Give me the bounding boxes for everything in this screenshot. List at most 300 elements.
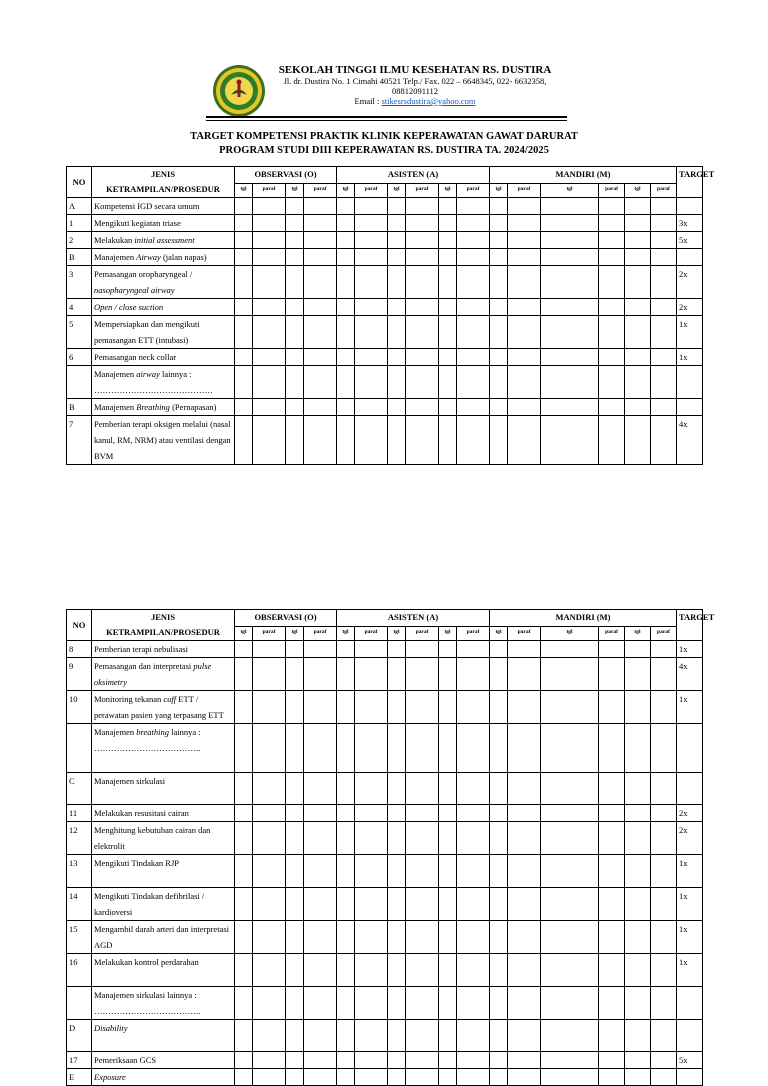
cell-tgl-entry[interactable] xyxy=(625,822,651,855)
cell-paraf-entry[interactable] xyxy=(355,921,388,954)
cell-paraf-entry[interactable] xyxy=(406,921,439,954)
cell-tgl-entry[interactable] xyxy=(286,805,304,822)
cell-tgl-entry[interactable] xyxy=(490,658,508,691)
cell-tgl-entry[interactable] xyxy=(235,299,253,316)
cell-tgl-entry[interactable] xyxy=(625,232,651,249)
cell-tgl-entry[interactable] xyxy=(541,249,599,266)
cell-paraf-entry[interactable] xyxy=(406,1069,439,1086)
cell-paraf-entry[interactable] xyxy=(253,349,286,366)
cell-tgl-entry[interactable] xyxy=(235,198,253,215)
cell-tgl-entry[interactable] xyxy=(388,366,406,399)
cell-tgl-entry[interactable] xyxy=(541,805,599,822)
cell-paraf-entry[interactable] xyxy=(355,299,388,316)
cell-tgl-entry[interactable] xyxy=(388,1052,406,1069)
cell-tgl-entry[interactable] xyxy=(388,855,406,888)
cell-tgl-entry[interactable] xyxy=(490,805,508,822)
cell-paraf-entry[interactable] xyxy=(508,954,541,987)
cell-paraf-entry[interactable] xyxy=(457,641,490,658)
email-link[interactable]: stikesrsdustira@yahoo.com xyxy=(381,96,476,106)
cell-paraf-entry[interactable] xyxy=(253,954,286,987)
cell-paraf-entry[interactable] xyxy=(253,232,286,249)
cell-paraf-entry[interactable] xyxy=(253,855,286,888)
cell-paraf-entry[interactable] xyxy=(253,805,286,822)
cell-tgl-entry[interactable] xyxy=(490,399,508,416)
cell-tgl-entry[interactable] xyxy=(625,198,651,215)
cell-tgl-entry[interactable] xyxy=(235,1069,253,1086)
cell-paraf-entry[interactable] xyxy=(599,349,625,366)
cell-paraf-entry[interactable] xyxy=(457,215,490,232)
cell-paraf-entry[interactable] xyxy=(406,888,439,921)
cell-paraf-entry[interactable] xyxy=(304,1069,337,1086)
cell-paraf-entry[interactable] xyxy=(304,855,337,888)
cell-tgl-entry[interactable] xyxy=(286,921,304,954)
cell-tgl-entry[interactable] xyxy=(439,805,457,822)
cell-tgl-entry[interactable] xyxy=(286,399,304,416)
cell-paraf-entry[interactable] xyxy=(650,805,676,822)
cell-tgl-entry[interactable] xyxy=(337,822,355,855)
cell-paraf-entry[interactable] xyxy=(508,1020,541,1052)
cell-tgl-entry[interactable] xyxy=(337,888,355,921)
cell-paraf-entry[interactable] xyxy=(650,987,676,1020)
cell-paraf-entry[interactable] xyxy=(508,658,541,691)
cell-tgl-entry[interactable] xyxy=(337,954,355,987)
cell-tgl-entry[interactable] xyxy=(625,1052,651,1069)
cell-tgl-entry[interactable] xyxy=(286,658,304,691)
cell-paraf-entry[interactable] xyxy=(406,773,439,805)
cell-paraf-entry[interactable] xyxy=(304,215,337,232)
cell-tgl-entry[interactable] xyxy=(337,987,355,1020)
cell-tgl-entry[interactable] xyxy=(490,215,508,232)
cell-tgl-entry[interactable] xyxy=(337,249,355,266)
cell-tgl-entry[interactable] xyxy=(541,855,599,888)
cell-tgl-entry[interactable] xyxy=(388,232,406,249)
cell-paraf-entry[interactable] xyxy=(650,416,676,465)
cell-tgl-entry[interactable] xyxy=(439,888,457,921)
cell-tgl-entry[interactable] xyxy=(388,299,406,316)
cell-tgl-entry[interactable] xyxy=(439,1069,457,1086)
cell-paraf-entry[interactable] xyxy=(355,954,388,987)
cell-tgl-entry[interactable] xyxy=(337,198,355,215)
cell-tgl-entry[interactable] xyxy=(490,724,508,773)
cell-tgl-entry[interactable] xyxy=(286,822,304,855)
cell-paraf-entry[interactable] xyxy=(599,691,625,724)
cell-tgl-entry[interactable] xyxy=(235,366,253,399)
cell-paraf-entry[interactable] xyxy=(508,773,541,805)
cell-paraf-entry[interactable] xyxy=(406,954,439,987)
cell-paraf-entry[interactable] xyxy=(304,724,337,773)
cell-paraf-entry[interactable] xyxy=(457,954,490,987)
cell-paraf-entry[interactable] xyxy=(508,198,541,215)
cell-tgl-entry[interactable] xyxy=(439,855,457,888)
cell-paraf-entry[interactable] xyxy=(457,316,490,349)
cell-paraf-entry[interactable] xyxy=(599,987,625,1020)
cell-paraf-entry[interactable] xyxy=(406,316,439,349)
cell-tgl-entry[interactable] xyxy=(541,773,599,805)
cell-tgl-entry[interactable] xyxy=(541,888,599,921)
cell-paraf-entry[interactable] xyxy=(599,954,625,987)
cell-tgl-entry[interactable] xyxy=(388,416,406,465)
cell-paraf-entry[interactable] xyxy=(253,921,286,954)
cell-paraf-entry[interactable] xyxy=(304,1052,337,1069)
cell-paraf-entry[interactable] xyxy=(457,805,490,822)
cell-paraf-entry[interactable] xyxy=(599,658,625,691)
cell-tgl-entry[interactable] xyxy=(235,691,253,724)
cell-paraf-entry[interactable] xyxy=(406,299,439,316)
cell-tgl-entry[interactable] xyxy=(490,1052,508,1069)
cell-paraf-entry[interactable] xyxy=(355,249,388,266)
cell-paraf-entry[interactable] xyxy=(355,855,388,888)
cell-paraf-entry[interactable] xyxy=(650,1069,676,1086)
cell-tgl-entry[interactable] xyxy=(541,399,599,416)
cell-paraf-entry[interactable] xyxy=(508,805,541,822)
cell-tgl-entry[interactable] xyxy=(541,366,599,399)
cell-tgl-entry[interactable] xyxy=(625,299,651,316)
cell-paraf-entry[interactable] xyxy=(253,1069,286,1086)
cell-paraf-entry[interactable] xyxy=(304,198,337,215)
cell-tgl-entry[interactable] xyxy=(286,232,304,249)
cell-tgl-entry[interactable] xyxy=(541,215,599,232)
cell-paraf-entry[interactable] xyxy=(508,232,541,249)
cell-tgl-entry[interactable] xyxy=(235,773,253,805)
cell-paraf-entry[interactable] xyxy=(253,987,286,1020)
cell-tgl-entry[interactable] xyxy=(541,658,599,691)
cell-tgl-entry[interactable] xyxy=(490,366,508,399)
cell-tgl-entry[interactable] xyxy=(388,691,406,724)
cell-paraf-entry[interactable] xyxy=(599,773,625,805)
cell-tgl-entry[interactable] xyxy=(286,249,304,266)
cell-paraf-entry[interactable] xyxy=(457,921,490,954)
cell-paraf-entry[interactable] xyxy=(457,855,490,888)
cell-tgl-entry[interactable] xyxy=(439,987,457,1020)
cell-paraf-entry[interactable] xyxy=(355,232,388,249)
cell-paraf-entry[interactable] xyxy=(457,399,490,416)
cell-tgl-entry[interactable] xyxy=(337,1020,355,1052)
cell-tgl-entry[interactable] xyxy=(439,215,457,232)
cell-tgl-entry[interactable] xyxy=(286,888,304,921)
cell-paraf-entry[interactable] xyxy=(457,299,490,316)
cell-tgl-entry[interactable] xyxy=(235,954,253,987)
cell-tgl-entry[interactable] xyxy=(337,232,355,249)
cell-paraf-entry[interactable] xyxy=(508,1052,541,1069)
cell-paraf-entry[interactable] xyxy=(457,349,490,366)
cell-tgl-entry[interactable] xyxy=(541,232,599,249)
cell-paraf-entry[interactable] xyxy=(457,822,490,855)
cell-tgl-entry[interactable] xyxy=(439,266,457,299)
cell-tgl-entry[interactable] xyxy=(388,1020,406,1052)
cell-paraf-entry[interactable] xyxy=(406,416,439,465)
cell-tgl-entry[interactable] xyxy=(286,987,304,1020)
cell-paraf-entry[interactable] xyxy=(457,416,490,465)
cell-paraf-entry[interactable] xyxy=(650,641,676,658)
cell-tgl-entry[interactable] xyxy=(286,198,304,215)
cell-paraf-entry[interactable] xyxy=(599,366,625,399)
cell-tgl-entry[interactable] xyxy=(541,1020,599,1052)
cell-paraf-entry[interactable] xyxy=(406,724,439,773)
cell-paraf-entry[interactable] xyxy=(406,822,439,855)
cell-tgl-entry[interactable] xyxy=(337,316,355,349)
cell-paraf-entry[interactable] xyxy=(508,822,541,855)
cell-tgl-entry[interactable] xyxy=(286,266,304,299)
cell-tgl-entry[interactable] xyxy=(625,215,651,232)
cell-tgl-entry[interactable] xyxy=(286,954,304,987)
cell-tgl-entry[interactable] xyxy=(490,855,508,888)
cell-paraf-entry[interactable] xyxy=(355,822,388,855)
cell-paraf-entry[interactable] xyxy=(253,249,286,266)
cell-tgl-entry[interactable] xyxy=(286,1069,304,1086)
cell-tgl-entry[interactable] xyxy=(337,416,355,465)
cell-tgl-entry[interactable] xyxy=(490,987,508,1020)
cell-paraf-entry[interactable] xyxy=(650,366,676,399)
cell-tgl-entry[interactable] xyxy=(541,349,599,366)
cell-paraf-entry[interactable] xyxy=(304,641,337,658)
cell-tgl-entry[interactable] xyxy=(541,416,599,465)
cell-tgl-entry[interactable] xyxy=(337,691,355,724)
cell-paraf-entry[interactable] xyxy=(457,232,490,249)
cell-paraf-entry[interactable] xyxy=(457,366,490,399)
cell-paraf-entry[interactable] xyxy=(599,232,625,249)
cell-paraf-entry[interactable] xyxy=(406,198,439,215)
cell-paraf-entry[interactable] xyxy=(508,724,541,773)
cell-tgl-entry[interactable] xyxy=(337,658,355,691)
cell-paraf-entry[interactable] xyxy=(599,724,625,773)
cell-tgl-entry[interactable] xyxy=(235,805,253,822)
cell-paraf-entry[interactable] xyxy=(457,691,490,724)
cell-paraf-entry[interactable] xyxy=(253,691,286,724)
cell-tgl-entry[interactable] xyxy=(490,1069,508,1086)
cell-paraf-entry[interactable] xyxy=(599,198,625,215)
cell-paraf-entry[interactable] xyxy=(304,658,337,691)
cell-paraf-entry[interactable] xyxy=(457,266,490,299)
cell-paraf-entry[interactable] xyxy=(508,366,541,399)
cell-tgl-entry[interactable] xyxy=(439,349,457,366)
cell-tgl-entry[interactable] xyxy=(490,641,508,658)
cell-tgl-entry[interactable] xyxy=(286,691,304,724)
cell-paraf-entry[interactable] xyxy=(650,855,676,888)
cell-tgl-entry[interactable] xyxy=(286,215,304,232)
cell-tgl-entry[interactable] xyxy=(388,888,406,921)
cell-tgl-entry[interactable] xyxy=(625,724,651,773)
cell-tgl-entry[interactable] xyxy=(490,249,508,266)
cell-paraf-entry[interactable] xyxy=(253,266,286,299)
cell-tgl-entry[interactable] xyxy=(625,855,651,888)
cell-paraf-entry[interactable] xyxy=(650,921,676,954)
cell-tgl-entry[interactable] xyxy=(388,921,406,954)
cell-tgl-entry[interactable] xyxy=(337,349,355,366)
cell-paraf-entry[interactable] xyxy=(599,1069,625,1086)
cell-tgl-entry[interactable] xyxy=(541,921,599,954)
cell-paraf-entry[interactable] xyxy=(355,198,388,215)
cell-tgl-entry[interactable] xyxy=(286,724,304,773)
cell-paraf-entry[interactable] xyxy=(457,198,490,215)
cell-tgl-entry[interactable] xyxy=(439,399,457,416)
cell-paraf-entry[interactable] xyxy=(253,658,286,691)
cell-paraf-entry[interactable] xyxy=(304,249,337,266)
cell-paraf-entry[interactable] xyxy=(650,232,676,249)
cell-tgl-entry[interactable] xyxy=(286,299,304,316)
cell-tgl-entry[interactable] xyxy=(388,316,406,349)
cell-tgl-entry[interactable] xyxy=(235,215,253,232)
cell-paraf-entry[interactable] xyxy=(355,349,388,366)
cell-paraf-entry[interactable] xyxy=(355,1020,388,1052)
cell-paraf-entry[interactable] xyxy=(650,658,676,691)
cell-paraf-entry[interactable] xyxy=(406,249,439,266)
cell-tgl-entry[interactable] xyxy=(439,658,457,691)
cell-tgl-entry[interactable] xyxy=(490,266,508,299)
cell-paraf-entry[interactable] xyxy=(253,416,286,465)
cell-paraf-entry[interactable] xyxy=(406,1052,439,1069)
cell-tgl-entry[interactable] xyxy=(286,1052,304,1069)
cell-tgl-entry[interactable] xyxy=(625,266,651,299)
cell-tgl-entry[interactable] xyxy=(235,399,253,416)
cell-tgl-entry[interactable] xyxy=(625,366,651,399)
cell-tgl-entry[interactable] xyxy=(337,1052,355,1069)
cell-paraf-entry[interactable] xyxy=(599,215,625,232)
cell-paraf-entry[interactable] xyxy=(599,805,625,822)
cell-tgl-entry[interactable] xyxy=(541,1052,599,1069)
cell-paraf-entry[interactable] xyxy=(304,987,337,1020)
cell-paraf-entry[interactable] xyxy=(355,1052,388,1069)
cell-paraf-entry[interactable] xyxy=(599,888,625,921)
cell-tgl-entry[interactable] xyxy=(625,921,651,954)
cell-tgl-entry[interactable] xyxy=(490,888,508,921)
cell-paraf-entry[interactable] xyxy=(457,888,490,921)
cell-tgl-entry[interactable] xyxy=(625,691,651,724)
cell-paraf-entry[interactable] xyxy=(304,266,337,299)
cell-paraf-entry[interactable] xyxy=(650,316,676,349)
cell-paraf-entry[interactable] xyxy=(253,366,286,399)
cell-tgl-entry[interactable] xyxy=(625,954,651,987)
cell-paraf-entry[interactable] xyxy=(304,691,337,724)
cell-tgl-entry[interactable] xyxy=(286,641,304,658)
cell-paraf-entry[interactable] xyxy=(406,691,439,724)
cell-paraf-entry[interactable] xyxy=(599,921,625,954)
cell-tgl-entry[interactable] xyxy=(337,399,355,416)
cell-tgl-entry[interactable] xyxy=(439,1020,457,1052)
cell-tgl-entry[interactable] xyxy=(388,399,406,416)
cell-paraf-entry[interactable] xyxy=(253,215,286,232)
cell-paraf-entry[interactable] xyxy=(599,855,625,888)
cell-paraf-entry[interactable] xyxy=(355,805,388,822)
cell-tgl-entry[interactable] xyxy=(490,691,508,724)
cell-paraf-entry[interactable] xyxy=(508,888,541,921)
cell-tgl-entry[interactable] xyxy=(439,198,457,215)
cell-tgl-entry[interactable] xyxy=(439,921,457,954)
cell-paraf-entry[interactable] xyxy=(406,266,439,299)
cell-tgl-entry[interactable] xyxy=(625,1069,651,1086)
cell-tgl-entry[interactable] xyxy=(337,921,355,954)
cell-paraf-entry[interactable] xyxy=(650,724,676,773)
cell-paraf-entry[interactable] xyxy=(304,399,337,416)
cell-tgl-entry[interactable] xyxy=(286,366,304,399)
cell-paraf-entry[interactable] xyxy=(253,888,286,921)
cell-paraf-entry[interactable] xyxy=(355,266,388,299)
cell-paraf-entry[interactable] xyxy=(355,366,388,399)
cell-tgl-entry[interactable] xyxy=(337,855,355,888)
cell-paraf-entry[interactable] xyxy=(304,822,337,855)
cell-tgl-entry[interactable] xyxy=(337,299,355,316)
cell-paraf-entry[interactable] xyxy=(253,641,286,658)
cell-tgl-entry[interactable] xyxy=(337,215,355,232)
cell-tgl-entry[interactable] xyxy=(541,1069,599,1086)
cell-paraf-entry[interactable] xyxy=(508,399,541,416)
cell-paraf-entry[interactable] xyxy=(508,691,541,724)
cell-tgl-entry[interactable] xyxy=(439,691,457,724)
cell-tgl-entry[interactable] xyxy=(439,822,457,855)
cell-tgl-entry[interactable] xyxy=(439,249,457,266)
cell-paraf-entry[interactable] xyxy=(508,299,541,316)
cell-paraf-entry[interactable] xyxy=(508,987,541,1020)
cell-tgl-entry[interactable] xyxy=(490,349,508,366)
cell-tgl-entry[interactable] xyxy=(625,349,651,366)
cell-paraf-entry[interactable] xyxy=(406,399,439,416)
cell-tgl-entry[interactable] xyxy=(286,316,304,349)
cell-tgl-entry[interactable] xyxy=(625,805,651,822)
cell-paraf-entry[interactable] xyxy=(355,641,388,658)
cell-paraf-entry[interactable] xyxy=(355,888,388,921)
cell-paraf-entry[interactable] xyxy=(650,773,676,805)
cell-tgl-entry[interactable] xyxy=(439,773,457,805)
cell-tgl-entry[interactable] xyxy=(541,198,599,215)
cell-tgl-entry[interactable] xyxy=(439,366,457,399)
cell-paraf-entry[interactable] xyxy=(304,232,337,249)
cell-paraf-entry[interactable] xyxy=(406,855,439,888)
cell-tgl-entry[interactable] xyxy=(541,822,599,855)
cell-paraf-entry[interactable] xyxy=(355,658,388,691)
cell-paraf-entry[interactable] xyxy=(508,349,541,366)
cell-paraf-entry[interactable] xyxy=(253,724,286,773)
cell-paraf-entry[interactable] xyxy=(650,1052,676,1069)
cell-paraf-entry[interactable] xyxy=(599,299,625,316)
cell-paraf-entry[interactable] xyxy=(650,954,676,987)
cell-paraf-entry[interactable] xyxy=(304,805,337,822)
cell-paraf-entry[interactable] xyxy=(304,921,337,954)
cell-tgl-entry[interactable] xyxy=(625,641,651,658)
cell-paraf-entry[interactable] xyxy=(304,316,337,349)
cell-paraf-entry[interactable] xyxy=(508,249,541,266)
cell-tgl-entry[interactable] xyxy=(235,266,253,299)
cell-paraf-entry[interactable] xyxy=(650,215,676,232)
cell-paraf-entry[interactable] xyxy=(355,691,388,724)
cell-paraf-entry[interactable] xyxy=(406,987,439,1020)
cell-paraf-entry[interactable] xyxy=(406,805,439,822)
cell-tgl-entry[interactable] xyxy=(625,658,651,691)
cell-paraf-entry[interactable] xyxy=(253,399,286,416)
cell-paraf-entry[interactable] xyxy=(355,1069,388,1086)
cell-paraf-entry[interactable] xyxy=(304,299,337,316)
cell-paraf-entry[interactable] xyxy=(457,724,490,773)
cell-paraf-entry[interactable] xyxy=(253,1052,286,1069)
cell-paraf-entry[interactable] xyxy=(355,987,388,1020)
cell-tgl-entry[interactable] xyxy=(235,349,253,366)
cell-tgl-entry[interactable] xyxy=(490,954,508,987)
cell-paraf-entry[interactable] xyxy=(599,1052,625,1069)
cell-tgl-entry[interactable] xyxy=(337,366,355,399)
cell-tgl-entry[interactable] xyxy=(286,416,304,465)
cell-paraf-entry[interactable] xyxy=(508,1069,541,1086)
cell-paraf-entry[interactable] xyxy=(508,316,541,349)
cell-paraf-entry[interactable] xyxy=(406,215,439,232)
cell-paraf-entry[interactable] xyxy=(355,316,388,349)
cell-tgl-entry[interactable] xyxy=(490,921,508,954)
cell-tgl-entry[interactable] xyxy=(541,691,599,724)
cell-tgl-entry[interactable] xyxy=(235,888,253,921)
cell-tgl-entry[interactable] xyxy=(388,724,406,773)
cell-tgl-entry[interactable] xyxy=(286,855,304,888)
cell-tgl-entry[interactable] xyxy=(388,198,406,215)
cell-tgl-entry[interactable] xyxy=(286,773,304,805)
cell-tgl-entry[interactable] xyxy=(439,316,457,349)
cell-tgl-entry[interactable] xyxy=(235,416,253,465)
